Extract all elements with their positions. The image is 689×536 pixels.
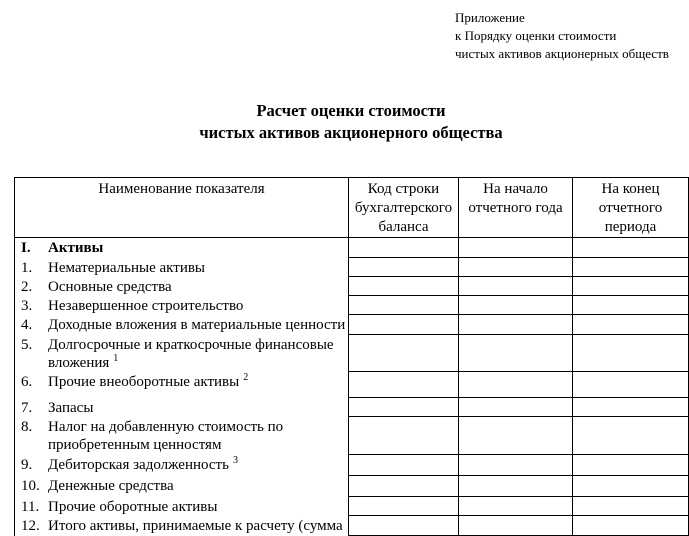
table-row	[15, 277, 689, 296]
table-row	[15, 296, 689, 315]
row-number: 3.	[21, 297, 33, 314]
cell-balance-code	[349, 497, 459, 516]
document-title-line-1: Расчет оценки стоимости	[256, 101, 446, 120]
cell-balance-code	[349, 277, 459, 296]
footnote-ref: 1	[113, 352, 119, 364]
row-number: 10.	[21, 477, 40, 494]
table-row	[15, 417, 689, 455]
table-row	[15, 476, 689, 497]
annex-note	[455, 9, 669, 63]
row-number: 6.	[21, 373, 33, 390]
row-number: 2.	[21, 278, 33, 295]
cell-period-end	[573, 315, 689, 335]
cell-year-start	[459, 398, 573, 417]
cell-year-start	[459, 315, 573, 335]
table-row	[15, 497, 689, 516]
table-row	[15, 335, 689, 372]
cell-balance-code	[349, 335, 459, 372]
cell-balance-code	[349, 296, 459, 315]
cell-year-start	[459, 238, 573, 258]
cell-period-end	[573, 497, 689, 516]
row-number: 8.	[21, 418, 33, 435]
row-label: Денежные средства	[48, 477, 174, 494]
cell-period-end	[573, 296, 689, 315]
header-balance-code: Код строки бухгалтерского баланса	[349, 178, 459, 238]
cell-year-start	[459, 516, 573, 536]
cell-period-end	[573, 238, 689, 258]
annex-line-3: чистых активов акционерных обществ	[455, 46, 669, 61]
row-number: 11.	[21, 498, 40, 515]
row-number: 4.	[21, 316, 33, 333]
cell-year-start	[459, 497, 573, 516]
table-row	[15, 455, 689, 476]
cell-balance-code	[349, 417, 459, 455]
row-label: Итого активы, принимаемые к расчету (сумма	[48, 517, 343, 534]
cell-period-end	[573, 258, 689, 277]
net-assets-table	[14, 177, 689, 536]
cell-period-end	[573, 398, 689, 417]
cell-year-start	[459, 417, 573, 455]
annex-line-1: Приложение	[455, 10, 525, 25]
cell-period-end	[573, 277, 689, 296]
cell-year-start	[459, 476, 573, 497]
table-row	[15, 398, 689, 417]
table-row	[15, 516, 689, 536]
header-period-end: На конец отчетного периода	[573, 178, 689, 238]
cell-period-end	[573, 417, 689, 455]
row-label: Налог на добавленную стоимость по приобретенным ценностям	[48, 418, 284, 453]
cell-balance-code	[349, 238, 459, 258]
row-label: Основные средства	[48, 278, 172, 295]
cell-year-start	[459, 258, 573, 277]
footnote-ref: 2	[243, 371, 249, 383]
document-title-line-2: чистых активов акционерного общества	[199, 123, 503, 142]
cell-period-end	[573, 476, 689, 497]
cell-year-start	[459, 277, 573, 296]
row-label: Нематериальные активы	[48, 259, 206, 276]
table-header-row	[15, 178, 689, 238]
row-number: 9.	[21, 456, 33, 473]
row-number: 1.	[21, 259, 33, 276]
cell-balance-code	[349, 372, 459, 398]
cell-year-start	[459, 335, 573, 372]
footnote-ref: 3	[232, 454, 238, 466]
cell-balance-code	[349, 516, 459, 536]
row-number: 7.	[21, 399, 33, 416]
row-label: Долгосрочные и краткосрочные финансовые вложения	[48, 336, 334, 371]
cell-period-end	[573, 335, 689, 372]
table-row	[15, 258, 689, 277]
cell-balance-code	[349, 258, 459, 277]
cell-period-end	[573, 516, 689, 536]
row-number: I.	[21, 240, 31, 256]
cell-year-start	[459, 372, 573, 398]
row-label: Незавершенное строительство	[48, 297, 244, 314]
annex-line-2: к Порядку оценки стоимости	[455, 28, 617, 43]
row-label: Запасы	[48, 399, 94, 416]
cell-balance-code	[349, 315, 459, 335]
document-title	[14, 100, 688, 144]
cell-balance-code	[349, 398, 459, 417]
row-label: Активы	[48, 240, 104, 256]
cell-year-start	[459, 296, 573, 315]
table-row	[15, 372, 689, 398]
row-number: 12.	[21, 517, 40, 534]
table-row	[15, 315, 689, 335]
cell-balance-code	[349, 476, 459, 497]
cell-year-start	[459, 455, 573, 476]
cell-period-end	[573, 455, 689, 476]
header-year-start: На начало отчетного года	[459, 178, 573, 238]
row-label: Доходные вложения в материальные ценности	[48, 316, 346, 333]
row-number: 5.	[21, 336, 33, 353]
cell-period-end	[573, 372, 689, 398]
header-indicator-name: Наименование показателя	[15, 178, 349, 238]
table-row-assets-section	[15, 238, 689, 258]
row-label: Дебиторская задолженность	[48, 456, 229, 473]
row-label: Прочие оборотные активы	[48, 498, 218, 515]
cell-balance-code	[349, 455, 459, 476]
row-label: Прочие внеоборотные активы	[48, 373, 240, 390]
